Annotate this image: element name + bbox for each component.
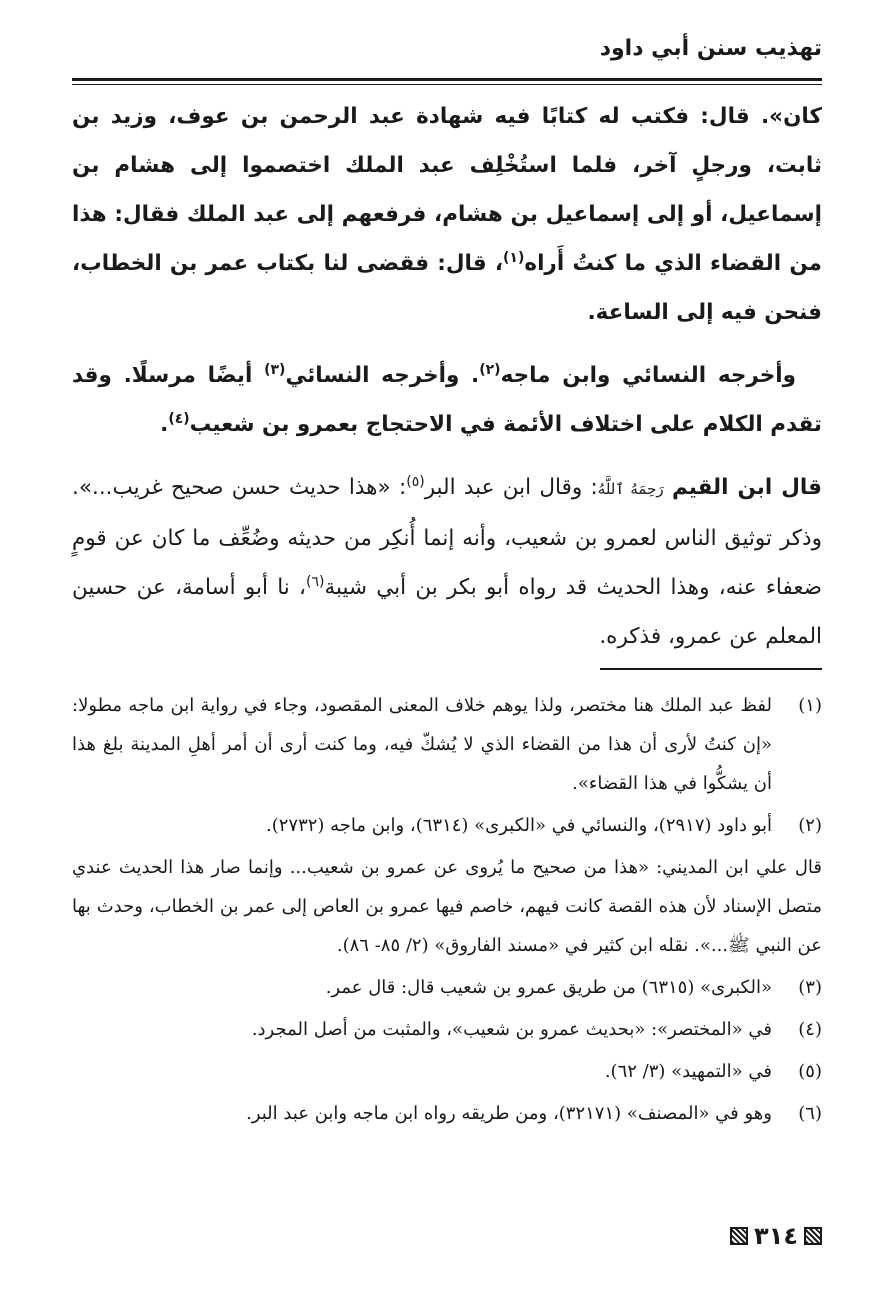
paragraph-3-text-c: ، نا أبو أسامة، عن حسين المعلم عن عمرو، فذكره. xyxy=(72,575,822,649)
footnote-number: (٦) xyxy=(798,1103,822,1124)
footnote-text: وهو في «المصنف» (٣٢١٧١)، ومن طريقه رواه ابن ماجه وابن عبد البر. xyxy=(246,1103,772,1124)
honorific-glyph: رَحِمَهُ ٱللَّهُ xyxy=(597,480,664,498)
footnote-ref-1[interactable]: (١) xyxy=(503,249,525,266)
paragraph-2-text-c: أيضًا مرسلًا. وقد تقدم الكلام على اختلاف الأئمة في الاحتجاج بعمرو بن شعيب xyxy=(72,363,822,437)
footnote-number: (٥) xyxy=(798,1061,822,1082)
paragraph-3-text-a: : وقال ابن عبد البر xyxy=(424,475,598,500)
paragraph-3 xyxy=(72,463,822,661)
footnote-text: في «المختصر»: «بحديث عمرو بن شعيب»، والمثبت من أصل المجرد. xyxy=(251,1019,772,1040)
footnote-1 xyxy=(72,686,822,803)
footnote-number: (٣) xyxy=(798,977,822,998)
footnote-6 xyxy=(72,1094,822,1133)
footnote-2 xyxy=(72,806,822,845)
footnote-ref-3[interactable]: (٣) xyxy=(264,361,286,378)
running-header: تهذيب سنن أبي داود xyxy=(599,36,822,61)
main-text xyxy=(72,92,822,675)
footnote-text: أبو داود (٢٩١٧)، والنسائي في «الكبرى» (٦٣١٤)، وابن ماجه (٢٧٣٢). xyxy=(265,815,772,836)
footnote-ref-2[interactable]: (٢) xyxy=(479,361,501,378)
page-number: ٣١٤ xyxy=(754,1222,798,1250)
footnote-3 xyxy=(72,968,822,1007)
paragraph-1-text: كان». قال: فكتب له كتابًا فيه شهادة عبد الرحمن بن عوف، وزيد بن ثابت، ورجلٍ آخر، فلما استُخْلِف عبد الملك اختصموا إلى هشام بن إسماعيل، أو إلى إسماعيل بن هشام، فرفعهم إلى عبد الملك فقال: هذا من القضاء الذي ما كنتُ أَراه xyxy=(72,104,822,276)
paragraph-3-text-b: : «هذا حديث حسن صحيح غريب...». وذكر توثيق الناس لعمرو بن شعيب، وأنه إنما أُنكِر من حديثه وضُعِّف ما كان عن قومٍ ضعفاء عنه، وهذا الحديث قد رواه أبو بكر بن أبي شيبة xyxy=(72,475,822,600)
footnote-ref-5[interactable]: (٥) xyxy=(406,473,425,490)
ornament-icon xyxy=(730,1227,748,1245)
paragraph-2 xyxy=(72,351,822,449)
ornament-icon xyxy=(804,1227,822,1245)
footnote-separator xyxy=(600,668,822,670)
footnote-number: (٤) xyxy=(798,1019,822,1040)
footnote-4 xyxy=(72,1010,822,1049)
footnote-ref-4[interactable]: (٤) xyxy=(168,410,190,427)
footnote-2-continuation: قال علي ابن المديني: «هذا من صحيح ما يُروى عن عمرو بن شعيب... وإنما صار هذا الحديث عندي متصل الإسناد لأن هذه القصة كانت فيهم، خاصم فيها عمرو بن العاص إلى عمر بن الخطاب، وحدث بها عن النبي ﷺ...». نقله ابن كثير في «مسند الفاروق» (٢/ ٨٥- ٨٦). xyxy=(72,857,822,956)
paragraph-2-text-a: وأخرجه النسائي وابن ماجه xyxy=(500,363,796,388)
paragraph-2-text-b: . وأخرجه النسائي xyxy=(285,363,480,388)
paragraph-1 xyxy=(72,92,822,337)
footnote-ref-6[interactable]: (٦) xyxy=(305,573,325,590)
paragraph-2-text-d: . xyxy=(160,412,169,437)
paragraph-1-end: ، قال: فقضى لنا بكتاب عمر بن الخطاب، فنحن فيه إلى الساعة. xyxy=(72,251,822,325)
ibn-al-qayyim-label: قال ابن القيم xyxy=(671,475,822,500)
footnote-text: «الكبرى» (٦٣١٥) من طريق عمرو بن شعيب قال: قال عمر. xyxy=(325,977,772,998)
page-number-block xyxy=(730,1222,822,1250)
header-rule-thin xyxy=(72,84,822,85)
footnote-text: في «التمهيد» (٣/ ٦٢). xyxy=(604,1061,772,1082)
footnote-text: لفظ عبد الملك هنا مختصر، ولذا يوهم خلاف المعنى المقصود، وجاء في رواية ابن ماجه مطولا: «إن كنتُ لأرى أن هذا من القضاء الذي لا يُشكّ فيه، وما كنت أرى أن أمر أهلِ المدينة بلغ هذا أن يشكُّوا في هذا القضاء». xyxy=(72,695,772,794)
footnotes xyxy=(72,686,822,1136)
footnote-5 xyxy=(72,1052,822,1091)
header-rule xyxy=(72,78,822,81)
footnote-number: (٢) xyxy=(798,815,822,836)
footnote-number: (١) xyxy=(798,695,822,716)
